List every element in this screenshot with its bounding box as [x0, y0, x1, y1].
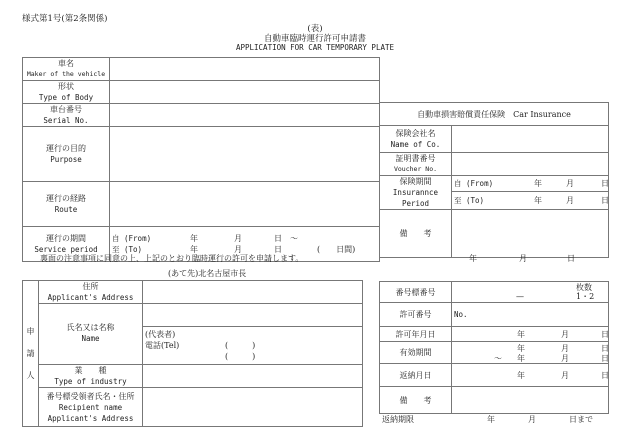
from-label: 自 (From)	[454, 179, 494, 189]
permit-no-row	[380, 303, 609, 327]
label-en: Serial No.	[43, 116, 89, 125]
route-field[interactable]	[110, 182, 380, 227]
label: 運行の経路	[46, 194, 86, 203]
company-field[interactable]	[452, 126, 609, 153]
label: 運行の目的	[46, 144, 86, 153]
page-title-en: APPLICATION FOR CAR TEMPORARY PLATE	[235, 43, 395, 52]
label: 車名	[58, 59, 74, 68]
year-label: 年	[190, 245, 198, 254]
label-en: Voucher No.	[393, 165, 438, 173]
dash: —	[516, 292, 524, 301]
valid-period-field[interactable]	[452, 342, 609, 364]
label: 有効期間	[380, 342, 452, 364]
month-label: 月	[566, 196, 574, 206]
day-label: 日	[601, 343, 609, 353]
maker-row	[23, 58, 380, 81]
label-en: Period	[401, 199, 430, 208]
to-label: 至 (To)	[454, 196, 485, 206]
address-row	[23, 281, 363, 304]
year-label: 年	[534, 196, 542, 206]
tel-paren: ( )	[225, 352, 256, 361]
label: 住所	[82, 282, 99, 291]
month-label: 月	[566, 179, 574, 189]
ins-remarks-field[interactable]	[452, 210, 609, 258]
label: 保険期間	[399, 177, 432, 186]
year-label: 年	[517, 353, 525, 363]
permit-date-field[interactable]	[452, 327, 609, 342]
month-label: 月	[234, 245, 242, 254]
label-en: Recipient name	[58, 402, 123, 412]
ins-period-from-row	[380, 176, 609, 192]
applicant-table	[22, 280, 363, 427]
year-label: 年	[517, 329, 525, 339]
name-field[interactable]	[143, 304, 363, 327]
label-en: Service period	[34, 245, 98, 254]
deadline-label: 返納期限	[382, 415, 414, 424]
day-label: 日	[274, 234, 282, 243]
day-label: 日	[601, 179, 609, 189]
valid-period-row	[380, 342, 609, 364]
day-label: 日	[601, 196, 609, 206]
industry-field[interactable]	[143, 365, 363, 388]
deadline-month: 月	[528, 415, 536, 424]
day-label: 日	[601, 353, 609, 363]
tel-label: 電話(Tel)	[145, 341, 180, 350]
notice-text: 裏面の注意事項に同意の上、上記のとおり臨時運行の許可を申請します。	[40, 254, 304, 263]
route-row	[23, 182, 380, 227]
side-char: 請	[26, 348, 35, 358]
serial-field[interactable]	[110, 104, 380, 127]
label-en: Type of industry	[54, 377, 127, 386]
label-en: Purpose	[50, 155, 82, 164]
applicant-side-label	[23, 281, 39, 427]
recipient-field[interactable]	[143, 388, 363, 427]
voucher-field[interactable]	[452, 153, 609, 176]
vehicle-table	[22, 57, 380, 262]
month-label: 月	[561, 329, 569, 339]
year-label: 年	[517, 370, 525, 380]
label: 証明書番号	[395, 154, 436, 163]
form-number: 様式第1号(第2条関係)	[22, 14, 108, 24]
deadline-year: 年	[487, 415, 495, 424]
month-label: 月	[561, 370, 569, 380]
page-title: 自動車臨時運行許可申請書	[263, 34, 366, 44]
remarks-label: 備 考	[380, 210, 452, 258]
ins-remarks-row	[380, 210, 609, 258]
date-month: 月	[519, 254, 527, 263]
side-char: 人	[26, 370, 35, 380]
label: 車台番号	[50, 105, 82, 114]
label-en: Applicant's Address	[47, 293, 134, 302]
recipient-row	[23, 388, 363, 427]
label-en: Name of Co.	[390, 140, 441, 149]
plate-row	[380, 282, 609, 303]
serial-row	[23, 104, 380, 127]
day-label: 日	[601, 370, 609, 380]
label-en: Name	[81, 334, 100, 343]
maker-field[interactable]	[110, 58, 380, 81]
label-en: Applicant's Address	[47, 413, 134, 423]
form-side: (表)	[307, 24, 323, 34]
year-label: 年	[534, 179, 542, 189]
to-label: 至 (To)	[112, 245, 143, 254]
permit-no-field[interactable]: No.	[452, 303, 609, 327]
label: 運行の期間	[46, 234, 86, 243]
address-field[interactable]	[143, 281, 363, 304]
office-table	[379, 281, 609, 414]
insurance-table	[379, 102, 609, 258]
side-char: 申	[26, 326, 35, 336]
return-date-row	[380, 364, 609, 387]
representative-label: (代表者)	[145, 330, 176, 339]
return-date-field[interactable]	[452, 364, 609, 387]
count-value: 1・2	[576, 292, 595, 301]
month-label: 月	[234, 234, 242, 243]
label: 番号標受領者氏名・住所	[46, 391, 135, 401]
label-en: Route	[54, 205, 78, 214]
office-remarks-field[interactable]	[452, 387, 609, 414]
voucher-row	[380, 153, 609, 176]
ins-from-field[interactable]	[452, 176, 609, 192]
label: 返納月日	[380, 364, 452, 387]
label-en: Insurannce	[392, 188, 439, 197]
label-en: Maker of the vehicle	[26, 70, 106, 78]
ins-to-field[interactable]	[452, 192, 609, 210]
year-label: 年	[190, 234, 198, 243]
body-row	[23, 81, 380, 104]
label: 業 種	[74, 366, 107, 375]
addressee: (あて先)北名古屋市長	[168, 269, 247, 278]
label: 保険会社名	[395, 129, 436, 138]
label: 形状	[58, 82, 74, 91]
plate-field[interactable]	[452, 282, 609, 303]
date-day: 日	[567, 254, 575, 263]
purpose-row	[23, 127, 380, 182]
representative-field[interactable]	[143, 327, 363, 365]
year-label: 年	[517, 343, 525, 353]
from-label: 自 (From)	[112, 234, 152, 243]
purpose-field[interactable]	[110, 127, 380, 182]
permit-date-row	[380, 327, 609, 342]
day-label: 日	[601, 329, 609, 339]
month-label: 月	[561, 343, 569, 353]
deadline-until: 日まで	[569, 415, 593, 424]
office-remarks-row	[380, 387, 609, 414]
tilde: ～	[494, 353, 502, 363]
industry-row	[23, 365, 363, 388]
name-row	[23, 304, 363, 327]
label: 氏名又は名称	[66, 323, 115, 332]
insurance-title: 自動車損害賠償責任保険 Car Insurance	[380, 103, 609, 126]
body-field[interactable]	[110, 81, 380, 104]
month-label: 月	[561, 353, 569, 363]
company-row	[380, 126, 609, 153]
label: 許可年月日	[380, 327, 452, 342]
day-label: 日	[274, 245, 282, 254]
label: 番号標番号	[380, 282, 452, 303]
count-label: 枚数	[576, 283, 592, 292]
remarks-label: 備 考	[380, 387, 452, 414]
date-year: 年	[469, 254, 477, 263]
label-en: Type of Body	[38, 93, 94, 102]
days-label: ( 日間)	[317, 245, 356, 254]
label: 許可番号	[380, 303, 452, 327]
tilde: ～	[290, 234, 298, 243]
tel-paren: ( )	[225, 341, 256, 350]
